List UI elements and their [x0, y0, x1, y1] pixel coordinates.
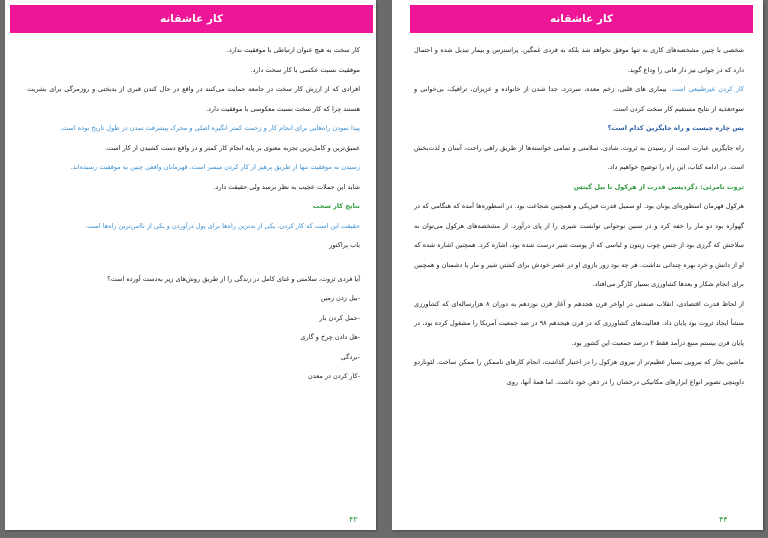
body-paragraph: -بردگی — [340, 352, 360, 361]
section-heading: ثروت نامرئی: دگردیسی قدرت از هرکول تا بیل گیتس — [573, 182, 744, 191]
body-paragraph: از لحاظ قدرت اقتصادی، انقلاب صنعتی در اواخر قرن هجدهم و آغاز قرن نوزدهم به دوران ۸ هزارساله‌ای که کشاورزی منشأ ایجاد ثروت بود پایان داد. فعالیت‌های کشاورزی که در قرن هیجدهم ۹۸ در صد جمعیت آمریکا را مشغول کرده بود، در پایان قرن بیستم منبع درآمد فقط ۲ درصد جمعیت این کشور بود. — [414, 299, 745, 347]
body-paragraph: باب پراکتور — [329, 241, 360, 249]
right-page-body — [414, 41, 744, 392]
paragraph-gap — [27, 256, 360, 270]
body-paragraph: راه جایگزین عبارت است از رسیدن به ثروت، شادی، سلامتی و تمامی خواسته‌ها از طریق راهی راحت، آسان و لذت‌بخش است. در ادامه کتاب، این راه را توضیح خواهیم داد. — [414, 143, 744, 171]
body-paragraph: آیا فردی ثروت، سلامتی و غنای کامل در زندگی را از طریق روش‌های زیر به‌دست آورده است؟ — [107, 274, 360, 283]
body-paragraph: شاید این جملات عجیب به نظر برسد ولی حقیقت دارد. — [213, 182, 360, 191]
left-page-number: ۴۳ — [349, 515, 358, 524]
question-heading: پس چاره چیست و راه جایگزین کدام است؟ — [607, 124, 744, 132]
section-heading: نتایج کار سخت — [312, 202, 360, 210]
left-page — [5, 0, 376, 530]
paragraph-lead: کار کردن غیرطبیعی است. — [669, 85, 744, 93]
highlighted-paragraph: رسیدن به موفقیت تنها از طریق پرهیز از کار کردن میسر است، قهرمانان واقعی چنین به موفقیت رسیده‌اند. — [70, 163, 360, 171]
highlighted-paragraph: حقیقت این است که کار کردن، یکی از بدترین راه‌ها برای پول درآوردن و یکی از ناامن‌ترین راه‌ها است. — [85, 221, 360, 230]
body-paragraph: عمیق‌ترین و کامل‌ترین تجربه معنوی بر پایه انجام کار کمتر و در واقع دست کشیدن از کار است. — [104, 143, 360, 152]
right-page-number: ۴۴ — [719, 515, 728, 524]
body-paragraph: افرادی که از ارزش کار سخت در جامعه حمایت می‌کنند در واقع در حال کندن قبری از بدبختی و روزمرگی برای بشریت هستند چرا که کار سخت نسبت معکوسی با موفقیت دارد. — [27, 85, 360, 113]
body-paragraph: کار سخت به هیچ عنوان ارتباطی با موفقیت ندارد. — [226, 46, 360, 54]
left-page-body — [27, 41, 360, 387]
body-paragraph: هرکول قهرمان اسطوره‌ای یونان بود. او سمبل قدرت فیزیکی و همچنین شجاعت بود. در اسطوره‌ها آمده که هنگامی که در گهواره بود دو مار را خفه کرد و در سنین نوجوانی توانست شیری را از پای درآورد. از مشخصه‌های هرکول می‌توان به سلاحش که گرزی بود از جنس چوب زیتون و لباسی که از پوست شیر درست شده بود، اشاره کرد. همچنین اشاره شده که او از دانش و خرد بهره چندانی نداشت. هر چه بود زور بازوی او در عصر خودش برای کشتن شیر و مار یا دشمنان و همچنین برای انجام شکار و بعدها کشاورزی بسیار کارگر می‌افتاد. — [414, 202, 744, 288]
highlighted-paragraph: پیدا نمودن راه‌هایی برای انجام کار و زحمت کمتر انگیزه اصلی و محرک پیشرفت تمدن در طول تاریخ بوده است. — [59, 124, 360, 132]
body-paragraph: -بیل زدن زمین — [320, 294, 360, 302]
body-paragraph: -کار کردن در معدن — [308, 372, 360, 380]
right-page-header: کار عاشقانه — [410, 5, 753, 33]
body-paragraph — [414, 80, 744, 119]
right-page — [392, 0, 763, 530]
body-paragraph: ماشین بخار که نیرویی بسیار عظیم‌تر از نیروی هرکول را در اختیار گذاشت، انجام کارهای ناممکن را ممکن ساخت. لئوناردو داوینچی تصویر انواع ابزارهای مکانیکی درخشان را در ذهن خود داشت. اما همهٔ آنها، روی — [414, 358, 744, 386]
body-paragraph: موفقیت نسبت عکسی با کار سخت دارد. — [250, 65, 360, 74]
body-paragraph: -هل دادن چرخ و گاری — [300, 333, 360, 341]
body-paragraph: شخصی با چنین مشخصه‌های کاری نه تنها موفق نخواهد شد بلکه به فردی غمگین، پراسترس و بیمار تبدیل شده و احتمال دارد که در جوانی نیز دار فانی را وداع گوید. — [414, 46, 744, 74]
left-page-header: کار عاشقانه — [10, 5, 373, 33]
paragraph-text: بیماری های قلبی، زخم معده، سردرد، جدا شدن از خانواده و عزیزان، ترافیک، بی‌خوابی و سوءتغذیه از نتایج مستقیم کار سخت کردن است. — [414, 85, 744, 113]
body-paragraph: -حمل کردن بار — [319, 313, 360, 322]
